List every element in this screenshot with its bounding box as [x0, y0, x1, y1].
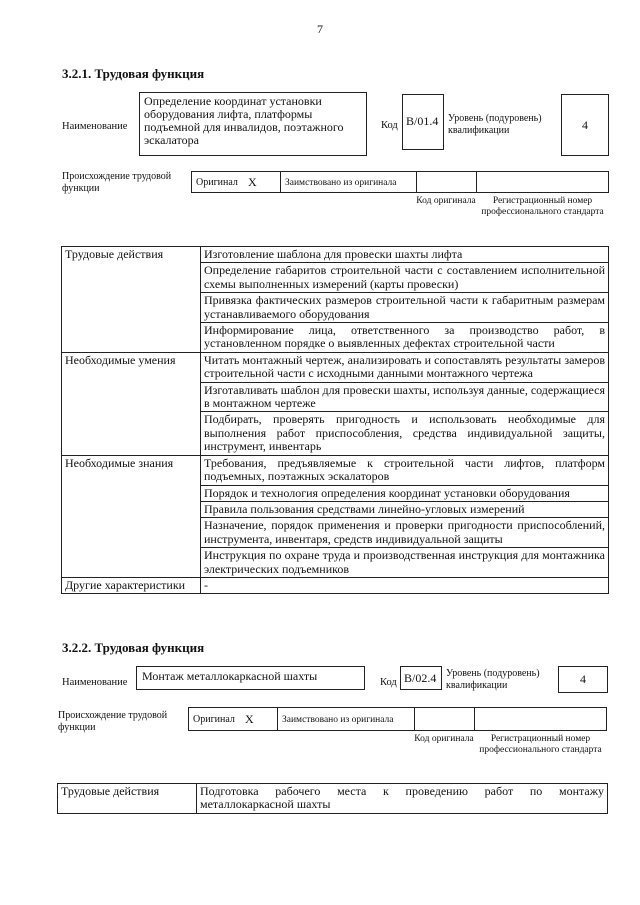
function-table [61, 246, 609, 594]
function-name-box [139, 92, 367, 156]
table-row [62, 455, 609, 485]
name-label: Наименование [62, 677, 128, 688]
list-item: Информирование лица, ответственного за производство работ, в установленном порядке о выявленных дефектах строительной части [201, 323, 609, 353]
row-header: Необходимые знания [62, 455, 201, 577]
code-label: Код [381, 120, 398, 131]
original-mark: X [248, 175, 257, 189]
table-row [62, 352, 609, 382]
reg-number-label: Регистрационный номер профессионального стандарта [479, 734, 602, 755]
list-item: Назначение, порядок применения и проверки пригодности приспособлений, инструмента, инвентаря, средств индивидуальной защиты [201, 518, 609, 548]
origin-code-label: Код оригинала [416, 196, 476, 206]
reg-number-label: Регистрационный номер профессионального стандарта [481, 196, 604, 217]
original-label: Оригинал [193, 714, 235, 725]
original-label: Оригинал [196, 177, 238, 188]
origin-label: Происхождение трудовой функции [62, 171, 172, 194]
list-item: Определение габаритов строительной части с составлением исполнительной схемы выполненных измерений (карты провески) [201, 263, 609, 293]
row-header: Трудовые действия [58, 784, 197, 814]
borrowed-label: Заимствовано из оригинала [282, 715, 394, 725]
section-title: 3.2.2. Трудовая функция [62, 640, 205, 655]
section-title: 3.2.1. Трудовая функция [62, 66, 205, 81]
list-item: Подбирать, проверять пригодность и использовать необходимые для выполнения работ приспособления, средства индивидуальной защиты, инструмент, инвентарь [201, 412, 609, 455]
code-value: B/02.4 [404, 671, 437, 685]
row-header: Другие характеристики [62, 577, 201, 593]
level-box [561, 94, 609, 156]
level-label: Уровень (подуровень) квалификации [446, 668, 540, 691]
table-row [62, 247, 609, 263]
original-mark: X [245, 712, 254, 726]
function-name-box [136, 666, 365, 690]
level-value: 4 [580, 672, 586, 686]
table-row [62, 577, 609, 593]
list-item: Привязка фактических размеров строительной части к габаритным размерам устанавливаемого оборудования [201, 293, 609, 323]
table-row [58, 784, 608, 814]
row-header: Трудовые действия [62, 247, 201, 353]
code-box [402, 94, 444, 150]
function-name: Монтаж металлокаркасной шахты [142, 669, 318, 683]
name-label: Наименование [62, 121, 128, 132]
code-box [400, 666, 442, 690]
code-value: B/01.4 [406, 114, 439, 128]
row-header: Необходимые умения [62, 352, 201, 455]
list-item: Инструкция по охране труда и производственная инструкция для монтажника электрических подъемников [201, 548, 609, 578]
code-label: Код [380, 677, 397, 688]
list-item: Подготовка рабочего места к проведению работ по монтажу металлокаркасной шахты [197, 784, 608, 814]
list-item: Порядок и технология определения координат установки оборудования [201, 485, 609, 501]
page-number: 7 [317, 22, 323, 36]
list-item: Требования, предъявляемые к строительной части лифтов, платформ подъемных, поэтажных эскалаторов [201, 455, 609, 485]
list-item: Изготавливать шаблон для провески шахты, используя данные, содержащиеся в монтажном чертеже [201, 382, 609, 412]
level-label: Уровень (подуровень) квалификации [448, 113, 542, 136]
list-item: Правила пользования средствами линейно-угловых измерений [201, 501, 609, 517]
level-box [558, 666, 608, 693]
level-value: 4 [582, 118, 588, 132]
origin-label: Происхождение трудовой функции [58, 710, 168, 733]
function-table [57, 783, 608, 814]
list-item: - [201, 577, 609, 593]
list-item: Изготовление шаблона для провески шахты лифта [201, 247, 609, 263]
borrowed-label: Заимствовано из оригинала [285, 178, 397, 188]
origin-code-label: Код оригинала [414, 734, 474, 744]
list-item: Читать монтажный чертеж, анализировать и сопоставлять результаты замеров строительной части с исходными данными монтажного чертежа [201, 352, 609, 382]
function-name: Определение координат установки оборудования лифта, платформы подъемной для инвалидов, поэтажного эскалатора [144, 94, 344, 147]
